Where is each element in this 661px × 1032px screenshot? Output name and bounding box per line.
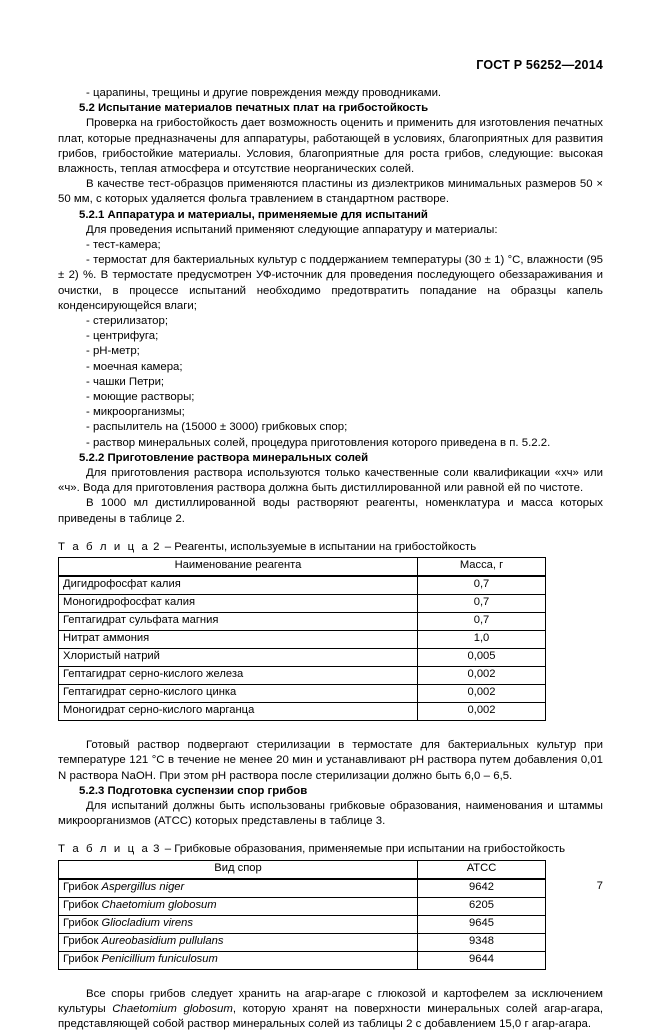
list-item-washing-chamber: - моечная камера; <box>86 360 183 373</box>
paragraph-spores: Для испытаний должны быть использованы грибковые образования, наименования и штаммы микроорганизмов (АТСС) которых представлены в таблице 3. <box>58 799 603 828</box>
fungus-latin-name: Aureobasidium pullulans <box>101 934 224 947</box>
table-row <box>59 667 546 685</box>
table-row <box>59 685 546 703</box>
table-fungi <box>58 860 546 970</box>
table3-caption-prefix: Т а б л и ц а <box>58 843 150 856</box>
table2-cell-mass: 0,7 <box>418 595 546 613</box>
table3-header-atcc: АТСС <box>418 860 546 879</box>
list-item-microorganisms: - микроорганизмы; <box>86 406 185 419</box>
table-row <box>59 915 546 933</box>
table3-cell-species <box>59 933 418 951</box>
culture-latin-name: Chaetomium globosum <box>112 1002 233 1015</box>
table2-cell-mass: 0,7 <box>418 576 546 595</box>
table2-header-mass: Масса, г <box>418 558 546 577</box>
paragraph-check: Проверка на грибостойкость дает возможность оценить и применить для изготовления печатных плат, которые предназначены для аппаратуры, работающей в условиях, благоприятных для развития грибов, грибостойкие материалы. Условия, благоприятные для роста грибов, следующие: высокая влажность, теплая атмосфера и отсутствие неорганических солей. <box>58 117 603 176</box>
standard-id-header: ГОСТ Р 56252—2014 <box>476 58 603 72</box>
fungus-prefix: Грибок <box>63 952 102 965</box>
list-item-centrifuge: - центрифуга; <box>86 330 159 343</box>
paragraph-storage <box>58 987 603 1032</box>
table-row <box>59 649 546 667</box>
fungus-latin-name: Chaetomium globosum <box>101 898 217 911</box>
fungus-prefix: Грибок <box>63 898 102 911</box>
table2-cell-name: Моногидрофосфат калия <box>59 595 418 613</box>
table2-cell-mass: 1,0 <box>418 631 546 649</box>
table3-cell-atcc: 9642 <box>418 879 546 898</box>
table2-caption <box>58 540 603 555</box>
table2-header-name: Наименование реагента <box>59 558 418 577</box>
table2-caption-number: 2 <box>153 540 162 553</box>
table3-cell-species <box>59 897 418 915</box>
table2-header-row <box>59 558 546 577</box>
list-item-thermostat: - термостат для бактериальных культур с поддержанием температуры (30 ± 1) °С, влажности (95 ± 2) %. В термостате предусмотрен УФ-источник для проведения последующего обеззараживания и очистки, в процессе испытаний необходимо предотвратить попадание на образцы капель конденсирующейся влаги; <box>58 254 603 312</box>
table3-cell-atcc: 9645 <box>418 915 546 933</box>
table2-cell-name: Нитрат аммония <box>59 631 418 649</box>
table-row <box>59 879 546 898</box>
list-item-test-chamber: - тест-камера; <box>86 239 161 252</box>
page-number: 7 <box>596 880 603 892</box>
paragraph-sterilize: Готовый раствор подвергают стерилизации в термостате для бактериальных культур при температуре 121 °С в течение не менее 20 мин и устанавливают рН раствора путем добавления 0,01 N раствора NaOH. При этом рН раствора после стерилизации должно быть 6,0 – 6,5. <box>58 739 603 782</box>
table2-cell-mass: 0,002 <box>418 703 546 721</box>
table2-cell-name: Гептагидрат серно-кислого цинка <box>59 685 418 703</box>
table2-cell-mass: 0,005 <box>418 649 546 667</box>
table2-caption-prefix: Т а б л и ц а <box>58 540 150 553</box>
heading-5-2-2: 5.2.2 Приготовление раствора минеральных солей <box>79 451 369 464</box>
paragraph-salts-2: В 1000 мл дистиллированной воды растворяют реагенты, номенклатура и масса которых приведены в таблице 2. <box>58 497 603 525</box>
table2-cell-name: Гептагидрат сульфата магния <box>59 613 418 631</box>
table2-cell-name: Дигидрофосфат калия <box>59 576 418 595</box>
fungus-latin-name: Aspergillus niger <box>101 880 185 893</box>
table2-cell-name: Гептагидрат серно-кислого железа <box>59 667 418 685</box>
table-row <box>59 897 546 915</box>
table2-cell-name: Моногидрат серно-кислого марганца <box>59 703 418 721</box>
table2-cell-name: Хлористый натрий <box>59 649 418 667</box>
fungus-prefix: Грибок <box>63 880 102 893</box>
table2-body <box>59 576 546 721</box>
list-item-sterilizer: - стерилизатор; <box>86 315 169 328</box>
list-item-mineral-salt-solution: - раствор минеральных солей, процедура приготовления которого приведена в п. 5.2.2. <box>86 436 551 449</box>
table3-cell-species <box>59 951 418 969</box>
table-reagents <box>58 557 546 721</box>
list-item-washing-solutions: - моющие растворы; <box>86 391 195 404</box>
table3-cell-atcc: 6205 <box>418 897 546 915</box>
table3-header-row <box>59 860 546 879</box>
table-row <box>59 951 546 969</box>
table2-cell-mass: 0,002 <box>418 685 546 703</box>
table-row <box>59 933 546 951</box>
heading-5-2: 5.2 Испытание материалов печатных плат на грибостойкость <box>79 102 429 115</box>
table-row <box>59 576 546 595</box>
table2-caption-text: – Реагенты, используемые в испытании на грибостойкость <box>164 540 477 553</box>
table3-header-species: Вид спор <box>59 860 418 879</box>
table-row <box>59 703 546 721</box>
paragraph-samples: В качестве тест-образцов применяются пластины из диэлектриков минимальных размеров 50 × 50 мм, с которых удаляется фольга травлением в стандартном растворе. <box>58 178 603 206</box>
table2-cell-mass: 0,7 <box>418 613 546 631</box>
heading-5-2-1: 5.2.1 Аппаратура и материалы, применяемые для испытаний <box>79 208 428 221</box>
paragraph-salts-1: Для приготовления раствора используются только качественные соли квалификации «хч» или «ч». Вода для приготовления раствора должна быть дистиллированной или равной ей по чистоте. <box>58 467 603 495</box>
table-row <box>59 613 546 631</box>
paragraph-scratches: - царапины, трещины и другие повреждения между проводниками. <box>86 87 442 99</box>
list-item-ph-meter: - рН-метр; <box>86 345 140 358</box>
table3-caption-text: – Грибковые образования, применяемые при испытании на грибостойкость <box>164 843 566 856</box>
fungus-latin-name: Penicillium funiculosum <box>101 952 218 965</box>
table3-cell-atcc: 9348 <box>418 933 546 951</box>
paragraph-storage-text: Все споры грибов следует хранить на агар-агаре с глюкозой и картофелем за исключением культуры Chaetomium globosum, которую хранят на поверхности минеральных солей агар-агара, представляющей собой раствор минеральных солей из таблицы 2 с добавлением 15,0 г агар-агара. <box>58 987 604 1030</box>
page-content <box>58 58 603 1032</box>
table3-body <box>59 879 546 970</box>
table3-caption <box>58 842 603 857</box>
fungus-prefix: Грибок <box>63 934 102 947</box>
fungus-prefix: Грибок <box>63 916 102 929</box>
table3-cell-species <box>59 915 418 933</box>
heading-5-2-3: 5.2.3 Подготовка суспензии спор грибов <box>79 784 308 797</box>
list-item-sprayer: - распылитель на (15000 ± 3000) грибковых спор; <box>86 421 348 434</box>
table3-cell-atcc: 9644 <box>418 951 546 969</box>
table2-cell-mass: 0,002 <box>418 667 546 685</box>
fungus-latin-name: Gliocladium virens <box>101 916 193 929</box>
table-row <box>59 631 546 649</box>
list-item-petri-dishes: - чашки Петри; <box>86 375 165 388</box>
table-row <box>59 595 546 613</box>
paragraph-apparatus-intro: Для проведения испытаний применяют следующие аппаратуру и материалы: <box>86 223 498 236</box>
table3-cell-species <box>59 879 418 898</box>
table3-caption-number: 3 <box>153 843 162 856</box>
